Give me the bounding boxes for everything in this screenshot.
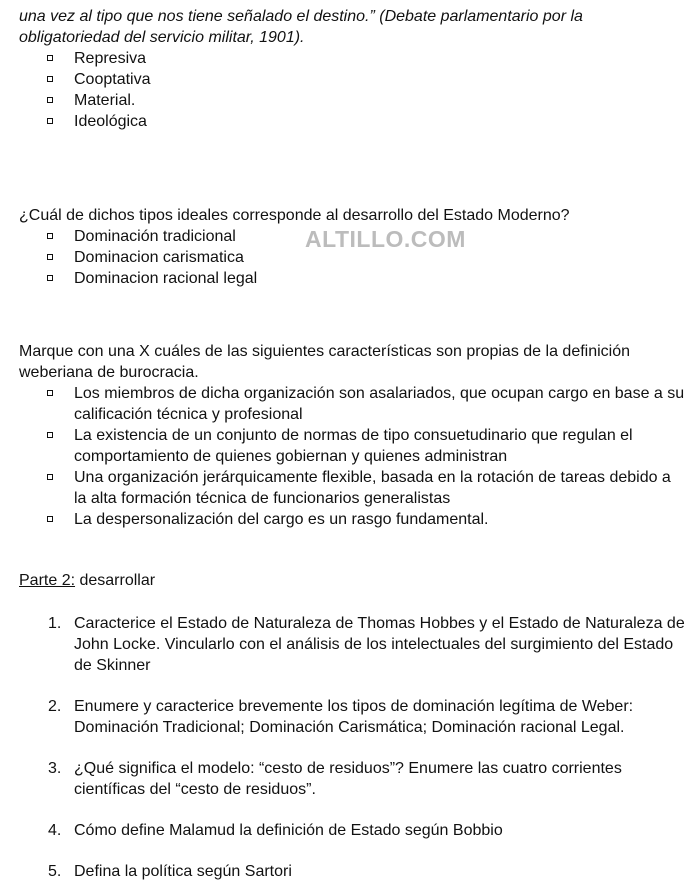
square-bullet-icon: [47, 233, 53, 239]
options-list-2: [19, 226, 687, 289]
item-number: 3.: [48, 760, 62, 777]
square-bullet-icon: [47, 97, 53, 103]
square-bullet-icon: [47, 474, 53, 480]
options-list-3: [19, 383, 687, 530]
list-item: Ideológica: [74, 111, 687, 132]
list-item: Dominacion racional legal: [74, 268, 687, 289]
numbered-questions: [19, 613, 687, 882]
list-item: Dominacion carismatica: [74, 247, 687, 268]
square-bullet-icon: [47, 76, 53, 82]
list-item: Material.: [74, 90, 687, 111]
square-bullet-icon: [47, 275, 53, 281]
list-item: Dominación tradicional: [74, 226, 687, 247]
square-bullet-icon: [47, 118, 53, 124]
square-bullet-icon: [47, 390, 53, 396]
options-list-1: [19, 48, 687, 132]
document-page: [19, 6, 687, 882]
list-item: Los miembros de dicha organización son asalariados, que ocupan cargo en base a su calificación técnica y profesional: [74, 383, 687, 425]
question-3: Marque con una X cuáles de las siguientes características son propias de la definición weberiana de burocracia.: [19, 343, 631, 381]
list-item: Cooptativa: [74, 69, 687, 90]
question-2: ¿Cuál de dichos tipos ideales corresponde al desarrollo del Estado Moderno?: [19, 207, 570, 224]
square-bullet-icon: [47, 432, 53, 438]
list-item: Represiva: [74, 48, 687, 69]
list-item: 1. Caracterice el Estado de Naturaleza de Thomas Hobbes y el Estado de Naturaleza de John Locke. Vincularlo con el análisis de los intelectuales del surgimiento del Estado de Skinner: [48, 615, 685, 674]
item-number: 5.: [48, 863, 62, 880]
intro-text: una vez al tipo que nos tiene señalado el destino.” (Debate parlamentario por la obligatoriedad del servicio militar, 1901).: [19, 8, 583, 46]
part-2-rest: desarrollar: [75, 572, 156, 589]
list-item: 4. Cómo define Malamud la definición de Estado según Bobbio: [48, 822, 503, 839]
list-item: 2. Enumere y caracterice brevemente los tipos de dominación legítima de Weber: Dominación Tradicional; Dominación Carismática; Dominación racional Legal.: [48, 698, 634, 736]
square-bullet-icon: [47, 254, 53, 260]
list-item: 3. ¿Qué significa el modelo: “cesto de residuos”? Enumere las cuatro corrientes científicas del “cesto de residuos”.: [48, 760, 622, 798]
item-number: 2.: [48, 698, 62, 715]
list-item: Una organización jerárquicamente flexible, basada en la rotación de tareas debido a la alta formación técnica de funcionarios generalistas: [74, 467, 687, 509]
part-2-label: Parte 2:: [19, 572, 76, 589]
list-item: 5. Defina la política según Sartori: [48, 863, 292, 880]
list-item: La existencia de un conjunto de normas de tipo consuetudinario que regulan el comportamiento de quienes gobiernan y quienes administran: [74, 425, 687, 467]
item-number: 1.: [48, 615, 62, 632]
square-bullet-icon: [47, 55, 53, 61]
watermark: ALTILLO.COM: [305, 226, 466, 252]
item-number: 4.: [48, 822, 62, 839]
square-bullet-icon: [47, 516, 53, 522]
list-item: La despersonalización del cargo es un rasgo fundamental.: [74, 509, 687, 530]
part-2-heading: [19, 570, 687, 591]
